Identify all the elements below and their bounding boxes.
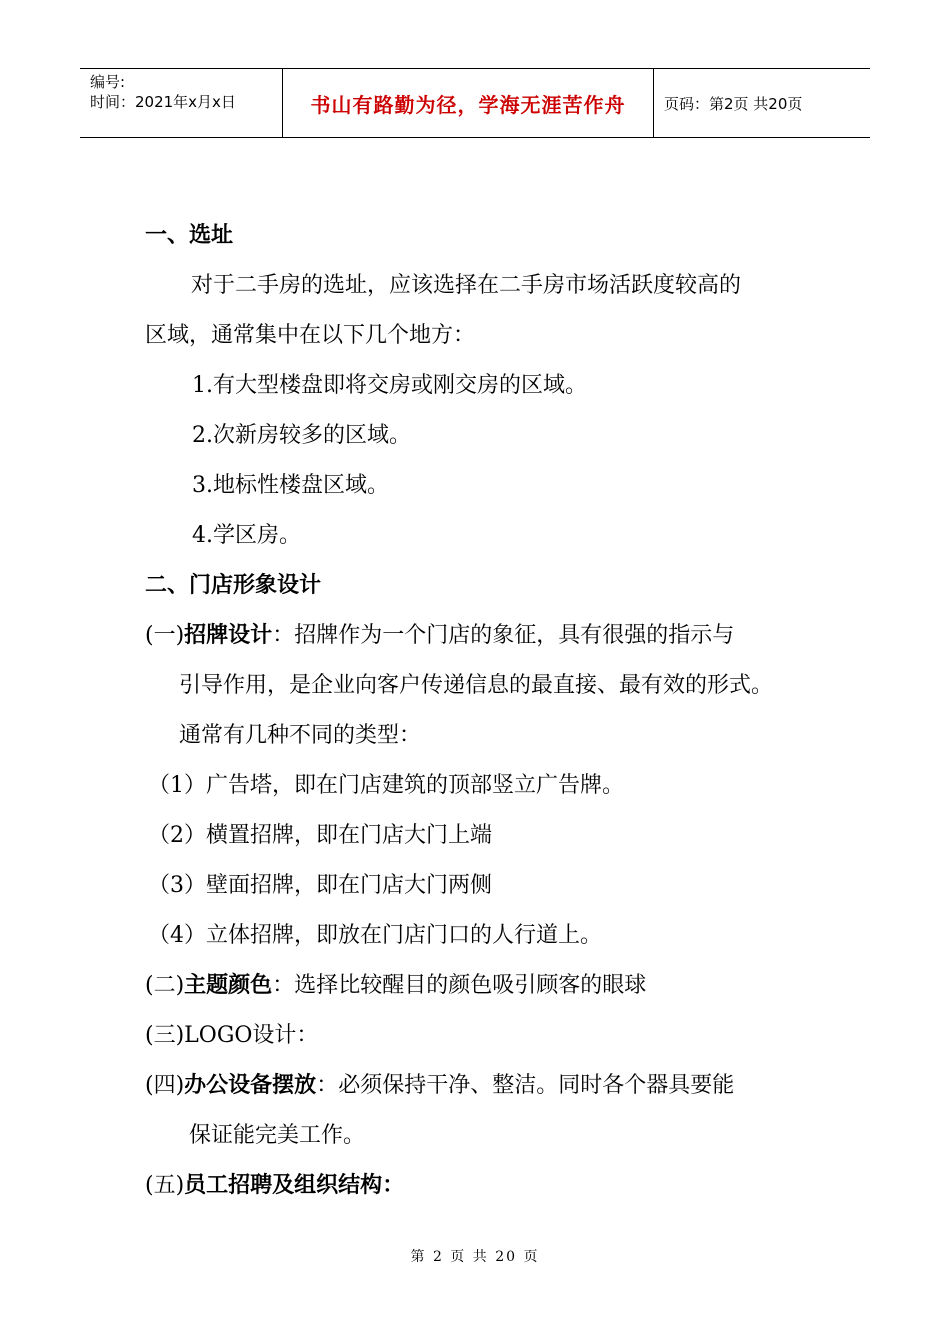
page-footer: 第 2 页 共 20 页 [410, 1249, 540, 1265]
list-item: （2）横置招牌，即在门店大门上端 [148, 823, 492, 848]
list-item: 4.学区房。 [192, 523, 301, 548]
subsection-prefix: (二) [145, 973, 185, 998]
subsection-bold-title: 主题颜色 [184, 973, 273, 998]
page-info-label: 页码：第2页 共20页 [664, 94, 803, 113]
subsection-prefix: (五) [145, 1173, 185, 1198]
paragraph-line: 保证能完美工作。 [189, 1123, 366, 1148]
subsection-bold-title: 员工招聘及组织结构 [184, 1173, 383, 1198]
subsection-text: ：招牌作为一个门店的象征，具有很强的指示与 [272, 623, 735, 648]
subsection-office-equipment [145, 1061, 825, 1111]
header-page-info [654, 69, 870, 137]
page-header [80, 68, 870, 138]
subsection-text: LOGO设计： [184, 1023, 319, 1048]
subsection-bold-title: 招牌设计 [184, 623, 273, 648]
subsection-text: ：选择比较醒目的颜色吸引顾客的眼球 [272, 973, 647, 998]
subsection-theme-color [145, 961, 825, 1011]
subsection-signboard [145, 611, 825, 661]
list-item: （1）广告塔，即在门店建筑的顶部竖立广告牌。 [148, 773, 624, 798]
subsection-prefix: (四) [145, 1073, 185, 1098]
list-item: （4）立体招牌，即放在门店门口的人行道上。 [148, 923, 602, 948]
subsection-text: ：必须保持干净、整洁。同时各个器具要能 [316, 1073, 735, 1098]
date-label: 时间：2021年x月x日 [90, 93, 236, 111]
header-meta [80, 69, 282, 137]
document-body [145, 211, 825, 1211]
list-item: 3.地标性楼盘区域。 [192, 473, 389, 498]
subsection-recruitment [145, 1161, 825, 1211]
subsection-text: ： [382, 1173, 405, 1198]
paragraph-line: 对于二手房的选址，应该选择在二手房市场活跃度较高的 [191, 273, 742, 298]
paragraph-line: 通常有几种不同的类型： [179, 723, 422, 748]
header-motto-cell [282, 69, 654, 137]
subsection-logo [145, 1011, 825, 1061]
header-motto: 书山有路勤为径，学海无涯苦作舟 [310, 92, 626, 117]
list-item: （3）壁面招牌，即在门店大门两侧 [148, 873, 492, 898]
subsection-prefix: (三) [145, 1023, 185, 1048]
section-title-store-design: 二、门店形象设计 [145, 573, 322, 598]
paragraph-line: 引导作用，是企业向客户传递信息的最直接、最有效的形式。 [179, 673, 774, 698]
list-item: 1.有大型楼盘即将交房或刚交房的区域。 [192, 373, 587, 398]
subsection-bold-title: 办公设备摆放 [184, 1073, 317, 1098]
section-title-site-selection: 一、选址 [145, 223, 234, 248]
subsection-prefix: (一) [145, 623, 185, 648]
paragraph-line: 区域，通常集中在以下几个地方： [145, 323, 476, 348]
list-item: 2.次新房较多的区域。 [192, 423, 411, 448]
serial-number-label: 编号: [90, 73, 126, 91]
